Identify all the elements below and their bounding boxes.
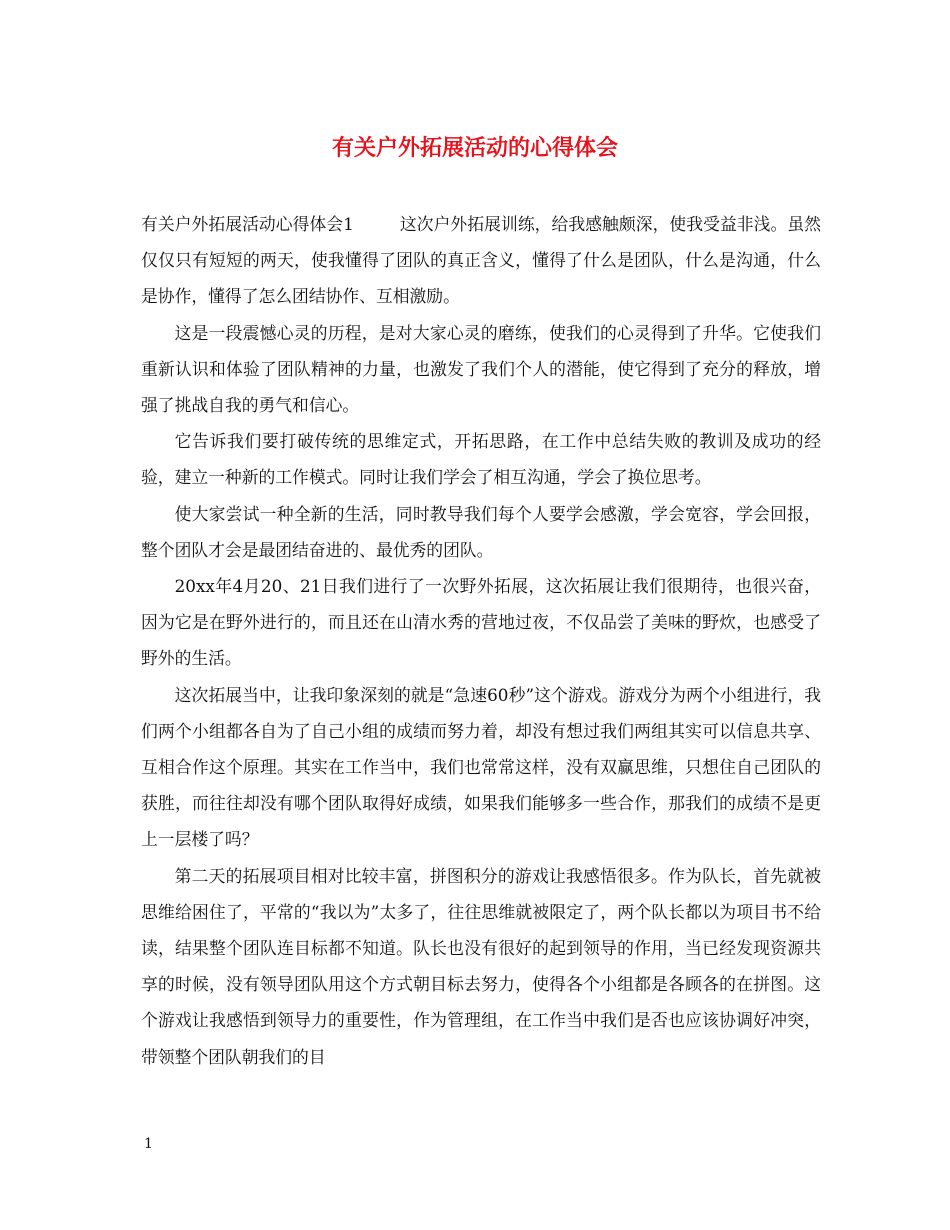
- paragraph-1: [141, 206, 821, 315]
- paragraph-3: 它告诉我们要打破传统的思维定式，开拓思路，在工作中总结失败的教训及成功的经验，建立一种新的工作模式。同时让我们学会了相互沟通，学会了换位思考。: [141, 431, 821, 488]
- paragraph-6: 这次拓展当中，让我印象深刻的就是“急速60秒”这个游戏。游戏分为两个小组进行，我们两个小组都各自为了自己小组的成绩而努力着，却没有想过我们两组其实可以信息共享、互相合作这个原理。其实在工作当中，我们也常常这样，没有双赢思维，只想住自己团队的获胜，而往往却没有哪个团队取得好成绩，如果我们能够多一些合作，那我们的成绩不是更上一层楼了吗？: [141, 684, 821, 850]
- page-number: 1: [144, 1136, 153, 1152]
- paragraph-7: 第二天的拓展项目相对比较丰富，拼图积分的游戏让我感悟很多。作为队长，首先就被思维给困住了，平常的“我以为”太多了，往往思维就被限定了，两个队长都以为项目书不给读，结果整个团队连目标都不知道。队长也没有很好的起到领导的作用，当已经发现资源共享的时候，没有领导团队用这个方式朝目标去努力，使得各个小组都是各顾各的在拼图。这个游戏让我感悟到领导力的重要性，作为管理组，在工作当中我们是否也应该协调好冲突，带领整个团队朝我们的目: [141, 865, 821, 1067]
- paragraph-lead: 有关户外拓展活动心得体会1: [141, 214, 354, 234]
- paragraph-4: 使大家尝试一种全新的生活，同时教导我们每个人要学会感激，学会宽容，学会回报，整个团队才会是最团结奋进的、最优秀的团队。: [141, 503, 821, 560]
- document-body: [141, 206, 821, 1075]
- paragraph-2: 这是一段震憾心灵的历程，是对大家心灵的磨练，使我们的心灵得到了升华。它使我们重新认识和体验了团队精神的力量，也激发了我们个人的潜能，使它得到了充分的释放，增强了挑战自我的勇气和信心。: [141, 322, 821, 416]
- paragraph-text: 这次户外拓展训练，给我感触颇深，使我受益非浅。虽然仅仅只有短短的两天，使我懂得了团队的真正含义，懂得了什么是团队，什么是沟通，什么是协作，懂得了怎么团结协作、互相激励。: [141, 214, 821, 307]
- paragraph-5: 20xx年4月20、21日我们进行了一次野外拓展，这次拓展让我们很期待，也很兴奋，因为它是在野外进行的，而且还在山清水秀的营地过夜，不仅品尝了美味的野炊，也感受了野外的生活。: [141, 576, 821, 669]
- document-title: 有关户外拓展活动的心得体会: [331, 135, 618, 161]
